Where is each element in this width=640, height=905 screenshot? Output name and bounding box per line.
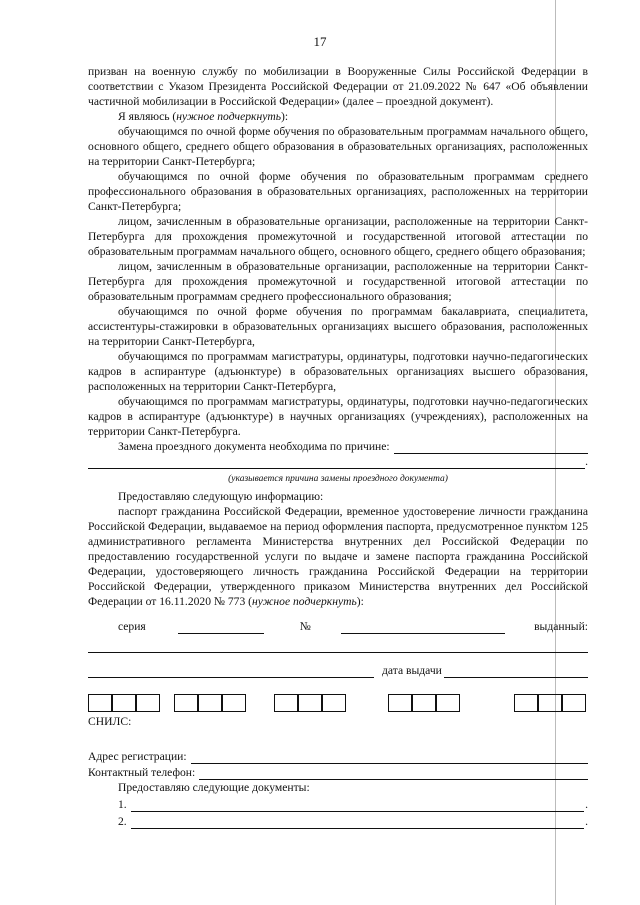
paragraph-passport: паспорт гражданина Российской Федерации, временное удостоверение личности гражданина Российской Федерации, выдаваемое на период оформления паспорта, предусмотренное пунктом 125 административного регламента Министерства внутренних дел Российской Федерации по предоставлению государственной услуги по выдаче и замене паспорта гражданина Российской Федерации, удостоверяющего личность гражданина Российской Федерации на территории Российской Федерации, утвержденного приказом Министерства внутренних дел Российской Федерации от 16.11.2020 № 773 (нужное подчеркнуть): (88, 505, 588, 608)
address-row (88, 749, 588, 764)
snils-digit-box[interactable] (388, 694, 412, 712)
issued-label: выданный: (534, 620, 588, 633)
documents-title: Предоставляю следующие документы: (118, 781, 310, 794)
snils-digit-box[interactable] (274, 694, 298, 712)
issued-by-field-2[interactable] (88, 665, 374, 678)
document-number: 1. (118, 798, 127, 811)
paragraph-info-intro: Предоставляю следующую информацию: (118, 490, 324, 503)
snils-label: СНИЛС: (88, 715, 132, 728)
document-number: 2. (118, 815, 127, 828)
snils-digit-box[interactable] (136, 694, 160, 712)
option-secondary-vocational[interactable]: обучающимся по очной форме обучения по образовательным программам среднего профессионального образования в образовательных организациях, расположенных на территории Санкт-Петербурга; (88, 170, 588, 213)
option-attestation-vocational[interactable]: лицом, зачисленным в образовательные организации, расположенные на территории Санкт-Петербурга для прохождения промежуточной и государственной итоговой аттестации по образовательным программам среднего профессионального образования; (88, 260, 588, 303)
replacement-reason-row (88, 439, 588, 454)
snils-digit-box[interactable] (514, 694, 538, 712)
snils-digit-box[interactable] (436, 694, 460, 712)
issued-by-field[interactable] (88, 638, 588, 653)
page-number: 17 (313, 34, 327, 49)
phone-field[interactable] (199, 767, 588, 780)
paragraph-mobilization: призван на военную службу по мобилизации в Вооруженные Силы Российской Федерации в соответствии с Указом Президента Российской Федерации от 21.09.2022 № 647 «Об объявлении частичной мобилизации в Российской Федерации» (далее – проездной документ). (88, 65, 588, 108)
phone-label: Контактный телефон: (88, 766, 196, 779)
document-field[interactable] (131, 816, 584, 829)
snils-digit-box[interactable] (538, 694, 562, 712)
snils-digit-box[interactable] (412, 694, 436, 712)
snils-boxes (88, 694, 588, 712)
document-item: 1. . (118, 798, 588, 811)
snils-digit-box[interactable] (298, 694, 322, 712)
issue-date-row (88, 663, 588, 678)
snils-digit-box[interactable] (88, 694, 112, 712)
paragraph-status-intro: Я являюсь (нужное подчеркнуть): (118, 110, 289, 123)
address-field[interactable] (191, 751, 588, 764)
snils-digit-box[interactable] (222, 694, 246, 712)
snils-digit-box[interactable] (322, 694, 346, 712)
option-general-education[interactable]: обучающимся по очной форме обучения по образовательным программам начального общего, основного общего, среднего общего образования в образовательных организациях, расположенных на территории Санкт-Петербурга; (88, 125, 588, 168)
phone-row (88, 765, 588, 780)
replacement-reason-row-2: . (88, 454, 588, 469)
option-attestation-general[interactable]: лицом, зачисленным в образовательные организации, расположенные на территории Санкт-Петербурга для прохождения промежуточной и государственной итоговой аттестации по образовательным программам начального общего, основного общего, среднего общего образования; (88, 215, 588, 258)
passport-series-row (88, 619, 588, 634)
replacement-reason-field-2[interactable] (88, 456, 585, 469)
snils-digit-box[interactable] (174, 694, 198, 712)
replacement-reason-field[interactable] (394, 441, 588, 454)
number-label: № (299, 620, 311, 633)
document-body (88, 64, 588, 829)
address-label: Адрес регистрации: (88, 750, 187, 763)
document-item: 2. . (118, 815, 588, 828)
series-field[interactable] (178, 621, 264, 634)
issue-date-field[interactable] (444, 665, 588, 678)
document-field[interactable] (131, 799, 584, 812)
issue-date-label: дата выдачи (382, 664, 442, 677)
snils-digit-box[interactable] (562, 694, 586, 712)
series-label: серия (118, 620, 146, 633)
option-bachelor-specialist[interactable]: обучающимся по очной форме обучения по программам бакалавриата, специалитета, ассистентуры-стажировки в образовательных организациях высшего образования, расположенных на территории Санкт-Петербурга, (88, 305, 588, 348)
option-master-higher-education[interactable]: обучающимся по программам магистратуры, ординатуры, подготовки научно-педагогических кадров в аспирантуре (адъюнктуре) в образовательных организациях высшего образования, расположенных на территории Санкт-Петербурга, (88, 350, 588, 393)
snils-digit-box[interactable] (198, 694, 222, 712)
replacement-reason-label: Замена проездного документа необходима по причине: (118, 440, 390, 453)
replacement-reason-caption: (указывается причина замены проездного документа) (228, 474, 448, 484)
snils-digit-box[interactable] (112, 694, 136, 712)
option-master-scientific[interactable]: обучающимся по программам магистратуры, ординатуры, подготовки научно-педагогических кадров в аспирантуре (адъюнктуре) в научных организациях (учреждениях), расположенных на территории Санкт-Петербурга. (88, 395, 588, 438)
number-field[interactable] (341, 621, 505, 634)
